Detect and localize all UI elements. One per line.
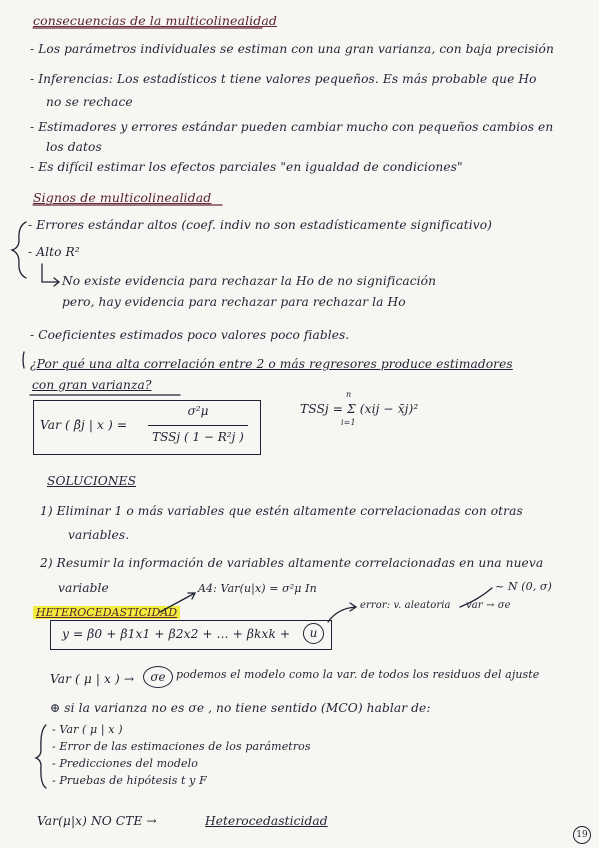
sum-upper: n — [346, 390, 352, 399]
section-title-consecuencias: consecuencias de la multicolinealidad — [33, 13, 278, 28]
bullet-alto-r2: - Alto R² — [28, 245, 80, 259]
var-line-lhs: Var ( μ | x ) → — [50, 672, 135, 686]
list-pruebas: - Pruebas de hipótesis t y F — [52, 774, 207, 787]
solucion-2-cont: variable — [58, 581, 109, 595]
section-title-signos: Signos de multicolinealidad — [33, 190, 212, 205]
bullet-inferencias-cont: no se rechace — [46, 95, 133, 109]
note-varianza: ⊕ si la varianza no es σe , no tiene sentido (MCO) hablar de: — [50, 701, 431, 715]
question-line-2: con gran varianza? — [32, 378, 152, 392]
normal-distribution-label: ~ N (0, σ) — [495, 580, 552, 593]
bullet-parametros: - Los parámetros individuales se estiman con una gran varianza, con baja precisión — [30, 42, 554, 56]
constant-variance-circled: σe — [143, 666, 173, 688]
solucion-1-cont: variables. — [68, 528, 130, 542]
bullet-dificil: - Es difícil estimar los efectos parciales "en igualdad de condiciones" — [30, 160, 463, 174]
sum-lower: i=1 — [341, 418, 356, 427]
soluciones-title: SOLUCIONES — [47, 474, 137, 488]
formula-lhs: Var ( β̂j | x ) = — [40, 418, 128, 432]
bullet-estimadores-cont: los datos — [46, 140, 102, 154]
final-heterocedasticidad: Heterocedasticidad — [205, 814, 328, 828]
formula-denominator: TSSj ( 1 − R²j ) — [152, 430, 244, 444]
heterocedasticidad-label: HETEROCEDASTICIDAD — [33, 606, 180, 619]
list-error: - Error de las estimaciones de los parámetros — [52, 740, 311, 753]
bullet-coeficientes: - Coeficientes estimados poco valores poco fiables. — [30, 328, 350, 342]
bullet-errores-estandar: - Errores estándar altos (coef. indiv no son estadísticamente significativo) — [28, 218, 493, 232]
var-line-explanation: podemos el modelo como la var. de todos los residuos del ajuste — [176, 668, 540, 681]
a4-assumption: A4: Var(u|x) = σ²μ In — [198, 582, 317, 595]
page-number: 19 — [573, 826, 591, 844]
list-var: - Var ( μ | x ) — [52, 723, 123, 736]
bullet-estimadores: - Estimadores y errores estándar pueden cambiar mucho con pequeños cambios en — [30, 120, 554, 134]
formula-numerator: σ²μ — [187, 404, 209, 418]
final-statement: Var(μ|x) NO CTE → — [37, 814, 157, 828]
solucion-2: 2) Resumir la información de variables altamente correlacionadas en una nueva — [40, 556, 544, 570]
arrow-note-1: No existe evidencia para rechazar la Ho de no significación — [62, 274, 437, 288]
model-equation: y = β0 + β1x1 + β2x2 + ... + βkxk + — [62, 627, 291, 641]
variance-constant-label: var → σe — [466, 600, 511, 611]
error-label: error: v. aleatoria — [360, 600, 451, 611]
arrow-note-2: pero, hay evidencia para rechazar para rechazar la Ho — [62, 295, 406, 309]
bullet-inferencias: - Inferencias: Los estadísticos t tiene valores pequeños. Es más probable que Ho — [30, 72, 537, 86]
tss-formula: TSSj = Σ (xij − x̄j)² — [300, 402, 419, 416]
question-line-1: ¿Por qué una alta correlación entre 2 o más regresores produce estimadores — [30, 357, 513, 371]
error-term-circled: u — [303, 623, 324, 644]
list-predicciones: - Predicciones del modelo — [52, 757, 198, 770]
solucion-1: 1) Eliminar 1 o más variables que estén altamente correlacionadas con otras — [40, 504, 523, 518]
